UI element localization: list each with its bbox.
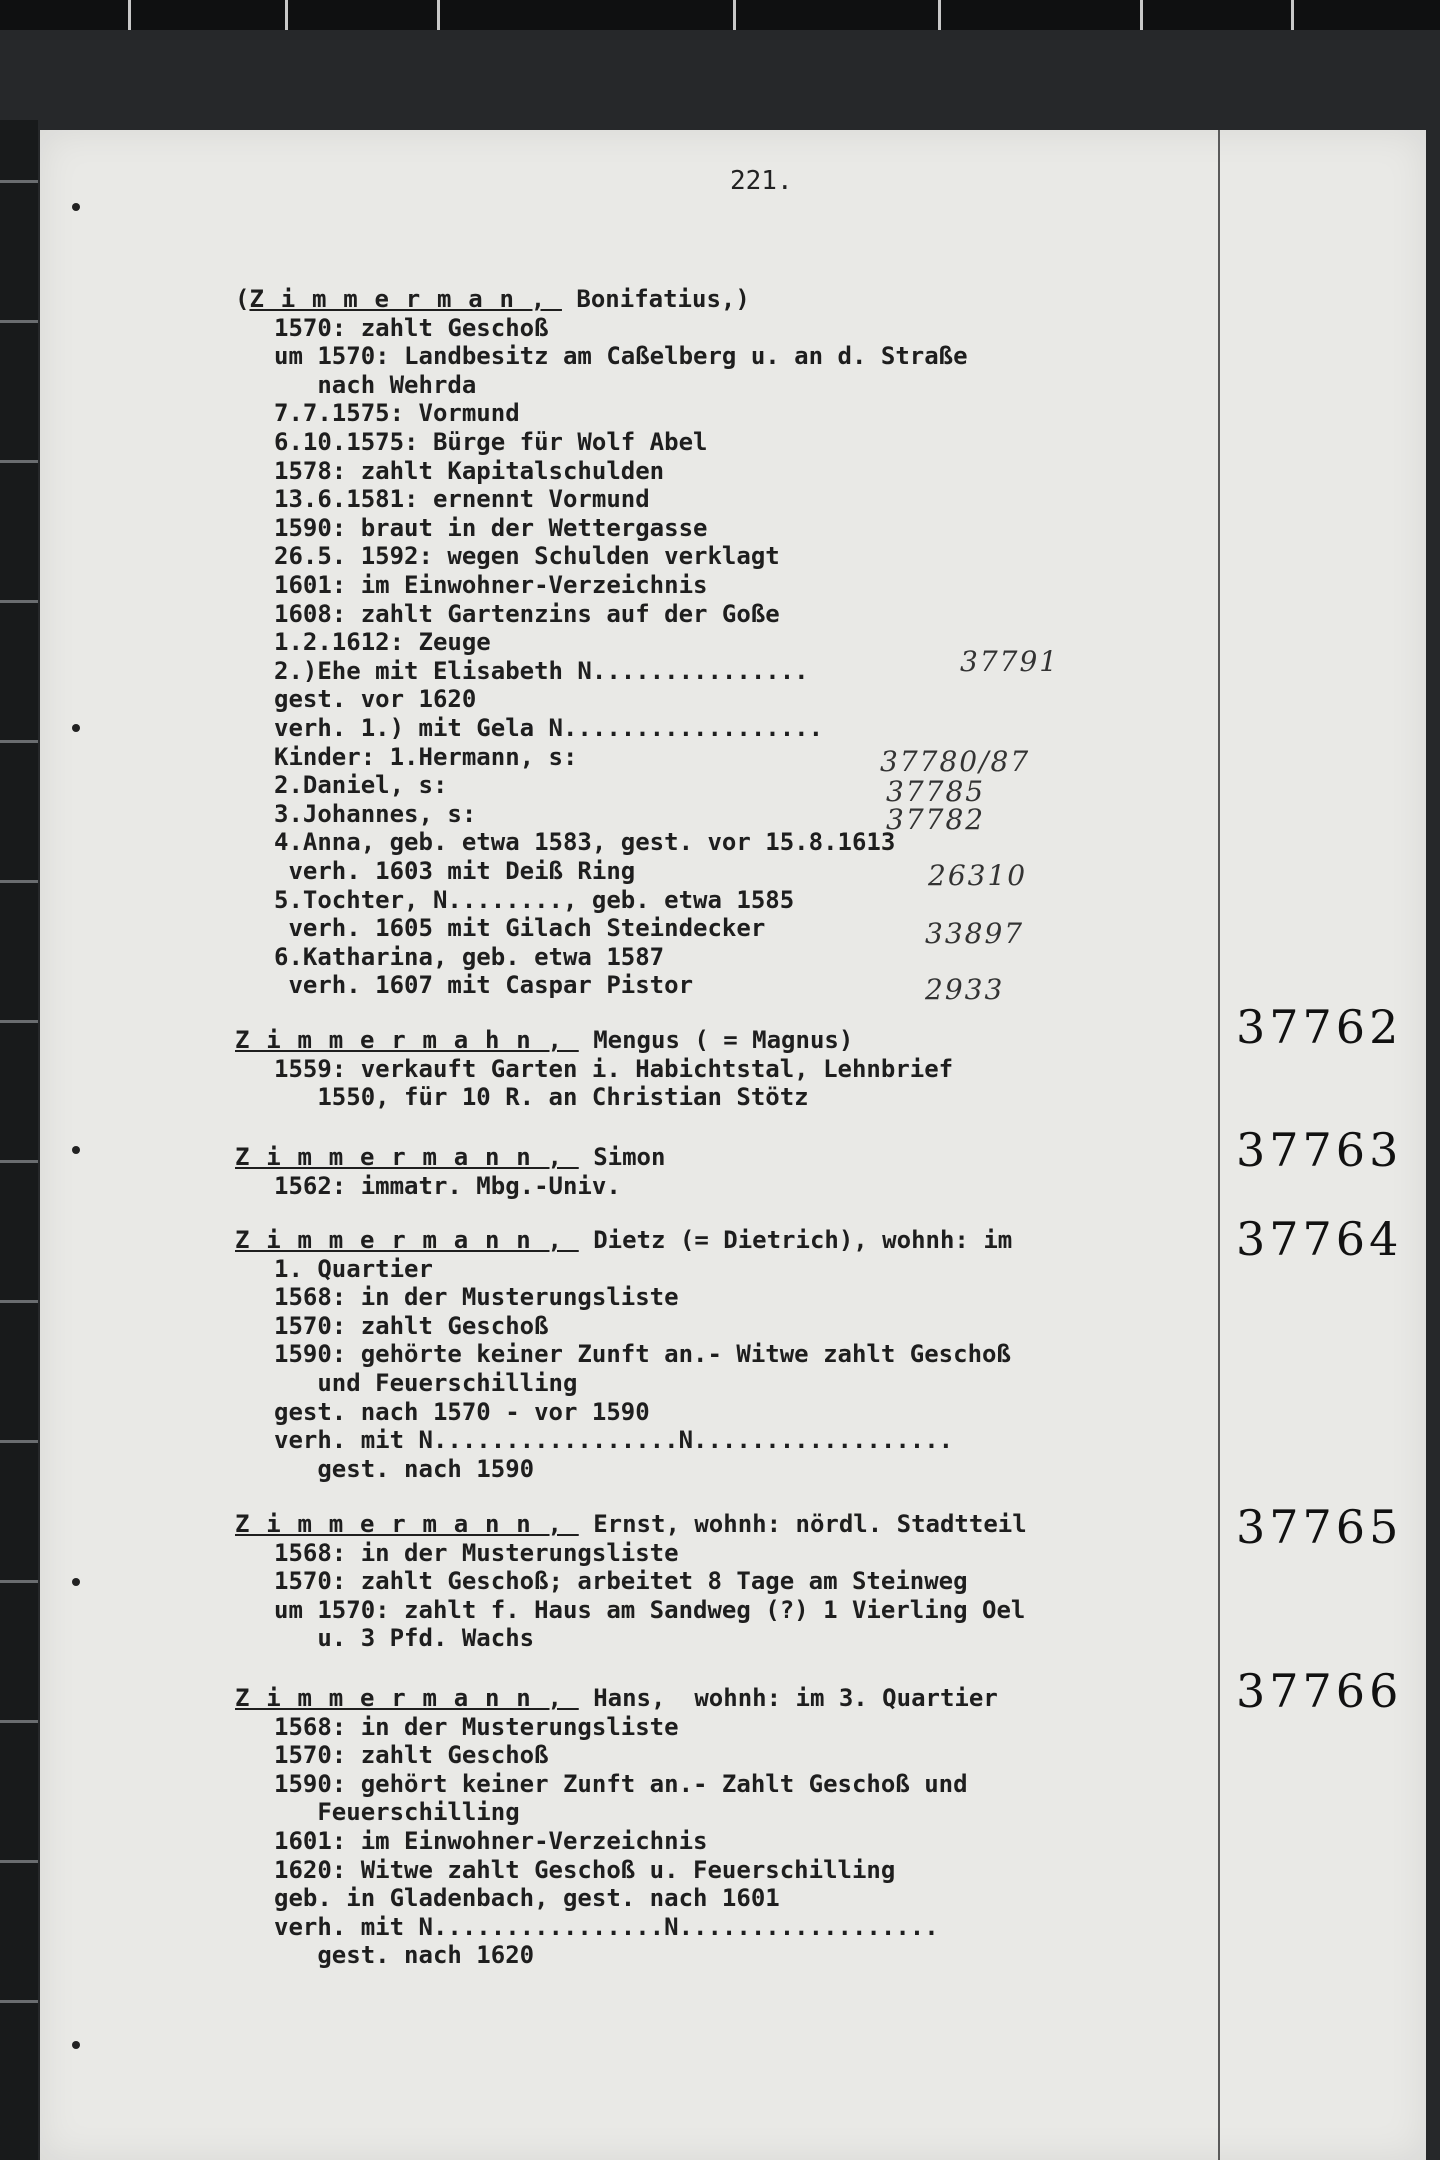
film-notch (1140, 0, 1143, 30)
entry-header (235, 1143, 665, 1171)
film-notch (938, 0, 941, 30)
film-strip-top (0, 0, 1440, 30)
given-name: Ernst, wohnh: nördl. Stadtteil (578, 1510, 1027, 1538)
entry-line: um 1570: Landbesitz am Caßelberg u. an d. Straße (274, 342, 968, 371)
entry-line: verh. mit N.................N.................. (274, 1426, 954, 1455)
punch-hole (72, 1578, 80, 1586)
handwritten-annotation: 37791 (960, 645, 1060, 678)
entry-line: 7.7.1575: Vormund (274, 399, 520, 428)
handwritten-annotation: 37780/87 (880, 745, 1031, 778)
entry-line: 1570: zahlt Geschoß (274, 313, 549, 342)
entry-line: 4.Anna, geb. etwa 1583, gest. vor 15.8.1613 (274, 828, 896, 857)
record-number: 37765 (1236, 1500, 1403, 1554)
entry-line: 1. Quartier (274, 1254, 433, 1283)
surname: Zimmermahn, (235, 1026, 579, 1054)
handwritten-annotation: 37782 (886, 803, 986, 836)
entry-line: 1568: in der Musterungsliste (274, 1538, 679, 1567)
entry-line: verh. 1.) mit Gela N.................. (274, 714, 824, 742)
entry-line: 1559: verkauft Garten i. Habichtstal, Lehnbrief (274, 1054, 954, 1083)
punch-hole (72, 1146, 80, 1154)
entry-line: und Feuerschilling (274, 1369, 578, 1397)
entry-line: 1.2.1612: Zeuge (274, 628, 491, 657)
entry-line: 1568: in der Musterungsliste (274, 1712, 679, 1741)
entry-line: 1601: im Einwohner-Verzeichnis (274, 571, 708, 599)
given-name: Bonifatius,) (561, 285, 750, 313)
entry-line: nach Wehrda (274, 370, 477, 399)
entry-line: geb. in Gladenbach, gest. nach 1601 (274, 1884, 780, 1913)
handwritten-annotation: 33897 (925, 917, 1025, 950)
margin-rule (1218, 130, 1220, 2160)
entry-line: 1620: Witwe zahlt Geschoß u. Feuerschilling (274, 1855, 896, 1884)
page-number: 221. (730, 166, 793, 196)
entry-line: 6.Katharina, geb. etwa 1587 (274, 942, 665, 971)
header-open-paren: ( (235, 285, 250, 313)
entry-line: verh. 1603 mit Deiß Ring (274, 857, 636, 885)
entry-line: 1570: zahlt Geschoß (274, 1311, 549, 1340)
record-number: 37762 (1236, 1000, 1403, 1054)
record-number: 37766 (1236, 1664, 1403, 1718)
handwritten-annotation: 2933 (925, 973, 1005, 1006)
given-name: Mengus ( = Magnus) (578, 1026, 854, 1054)
entry-line: gest. nach 1570 - vor 1590 (274, 1397, 650, 1426)
entry-line: u. 3 Pfd. Wachs (274, 1624, 535, 1653)
entry-line: um 1570: zahlt f. Haus am Sandweg (?) 1 Vierling Oel (274, 1595, 1026, 1624)
film-notch (1291, 0, 1294, 30)
handwritten-annotation: 26310 (928, 859, 1028, 892)
entry-line: 26.5. 1592: wegen Schulden verklagt (274, 542, 780, 571)
film-notch (733, 0, 736, 30)
entry-line: 1601: im Einwohner-Verzeichnis (274, 1827, 708, 1855)
surname: Zimmermann, (235, 1684, 579, 1712)
film-notch (437, 0, 440, 30)
entry-line: 1570: zahlt Geschoß; arbeitet 8 Tage am Steinweg (274, 1567, 968, 1596)
entry-header (235, 1026, 853, 1054)
entry-line: 1550, für 10 R. an Christian Stötz (274, 1083, 809, 1112)
given-name: Dietz (= Dietrich), wohnh: im (578, 1226, 1013, 1254)
entry-line: 2.Daniel, s: (274, 771, 448, 800)
entry-line: gest. vor 1620 (274, 685, 477, 714)
entry-line: 1578: zahlt Kapitalschulden (274, 456, 665, 485)
surname: Zimmermann, (235, 1226, 579, 1254)
surname: Zimmermann, (235, 1510, 579, 1538)
entry-line: Kinder: 1.Hermann, s: (274, 742, 578, 771)
given-name: Simon (578, 1143, 666, 1171)
entry-line: 5.Tochter, N........, geb. etwa 1585 (274, 885, 795, 914)
record-number: 37763 (1236, 1123, 1403, 1177)
entry-line: gest. nach 1620 (274, 1941, 535, 1970)
entry-line: 1590: gehört keiner Zunft an.- Zahlt Geschoß und (274, 1769, 968, 1798)
entry-line: 1590: braut in der Wettergasse (274, 513, 708, 542)
film-notch (128, 0, 131, 30)
entry-line: 2.)Ehe mit Elisabeth N............... (274, 656, 809, 685)
document-page (40, 130, 1426, 2160)
entry-header (235, 1226, 1012, 1254)
entry-line: 6.10.1575: Bürge für Wolf Abel (274, 428, 708, 456)
handwritten-annotation: 37785 (886, 775, 986, 808)
entry-line: verh. 1607 mit Caspar Pistor (274, 971, 694, 1000)
surname: Zimmerman, (249, 285, 562, 313)
entry-line: 3.Johannes, s: (274, 799, 477, 828)
entry-header (235, 285, 750, 313)
entry-line: 1570: zahlt Geschoß (274, 1741, 549, 1770)
punch-hole (72, 203, 80, 211)
entry-line: gest. nach 1590 (274, 1454, 535, 1483)
punch-hole (72, 724, 80, 732)
entry-line: 1608: zahlt Gartenzins auf der Goße (274, 599, 780, 628)
entry-line: verh. 1605 mit Gilach Steindecker (274, 914, 766, 943)
entry-header (235, 1510, 1027, 1538)
film-notch (285, 0, 288, 30)
entry-line: 13.6.1581: ernennt Vormund (274, 485, 650, 514)
given-name: Hans, wohnh: im 3. Quartier (578, 1684, 998, 1712)
entry-line: 1562: immatr. Mbg.-Univ. (274, 1171, 621, 1200)
entry-line: verh. mit N................N.................. (274, 1912, 939, 1941)
entry-line: Feuerschilling (274, 1798, 520, 1827)
punch-hole (72, 2041, 80, 2049)
record-number: 37764 (1236, 1212, 1403, 1266)
entry-header (235, 1684, 998, 1712)
entry-line: 1568: in der Musterungsliste (274, 1283, 679, 1312)
entry-line: 1590: gehörte keiner Zunft an.- Witwe zahlt Geschoß (274, 1340, 1011, 1369)
film-strip-left (0, 120, 38, 2160)
surname: Zimmermann, (235, 1143, 579, 1171)
